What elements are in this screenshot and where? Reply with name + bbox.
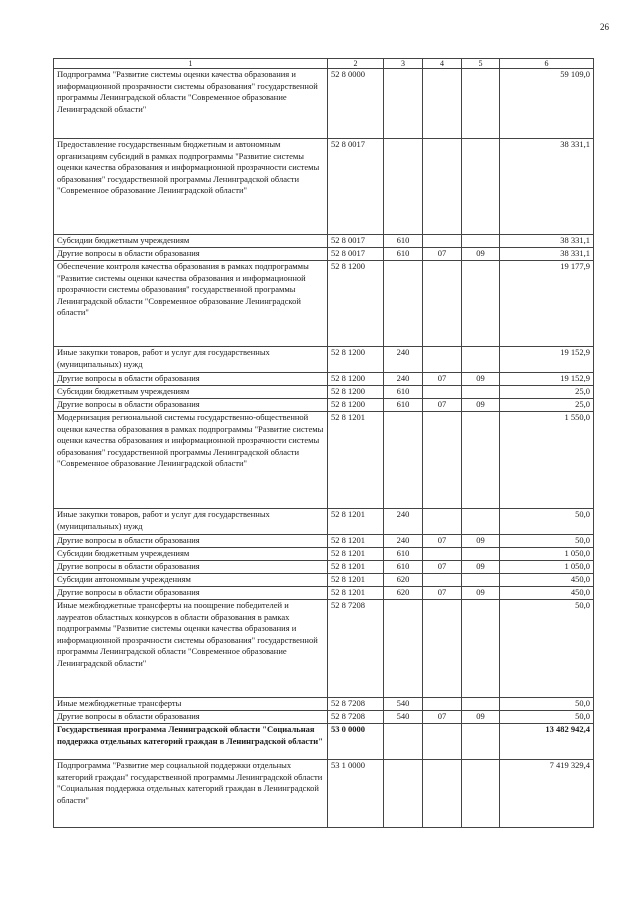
row-col3-cell: 610 [384, 399, 423, 412]
row-col3-cell: 240 [384, 373, 423, 386]
row-sum-cell: 38 331,1 [500, 248, 594, 261]
row-sum-cell: 7 419 329,4 [500, 760, 594, 828]
table-header-row [54, 59, 594, 69]
row-code-cell: 52 8 1200 [328, 261, 384, 347]
row-col5-cell: 09 [462, 535, 500, 548]
row-col3-cell: 610 [384, 561, 423, 574]
table-row [54, 548, 594, 561]
table-row [54, 347, 594, 373]
row-col4-cell [423, 574, 462, 587]
table-row [54, 698, 594, 711]
row-name-cell: Иные межбюджетные трансферты [54, 698, 328, 711]
row-code-cell: 52 8 1201 [328, 574, 384, 587]
table-row [54, 760, 594, 828]
row-col4-cell: 07 [423, 561, 462, 574]
row-col4-cell: 07 [423, 535, 462, 548]
table-row [54, 561, 594, 574]
header-cell: 6 [500, 59, 594, 69]
row-code-cell: 52 8 1200 [328, 373, 384, 386]
row-col5-cell [462, 139, 500, 235]
row-col4-cell: 07 [423, 399, 462, 412]
row-col4-cell [423, 69, 462, 139]
header-cell: 1 [54, 59, 328, 69]
row-code-cell: 52 8 0017 [328, 248, 384, 261]
row-code-cell: 52 8 0000 [328, 69, 384, 139]
table-row [54, 574, 594, 587]
row-name-cell: Субсидии бюджетным учреждениям [54, 386, 328, 399]
row-code-cell: 52 8 1201 [328, 509, 384, 535]
row-code-cell: 52 8 7208 [328, 600, 384, 698]
row-col4-cell: 07 [423, 373, 462, 386]
table-row [54, 235, 594, 248]
row-col4-cell [423, 235, 462, 248]
row-col3-cell: 240 [384, 535, 423, 548]
row-col3-cell: 240 [384, 347, 423, 373]
row-name-cell: Предоставление государственным бюджетным и автономным организациям субсидий в рамках подпрограммы "Развитие системы оценки качества образования и информационной прозрачности системы образования" государственной программы Ленинградской области "Современное образование Ленинградской области" [54, 139, 328, 235]
row-name-cell: Другие вопросы в области образования [54, 561, 328, 574]
row-code-cell: 52 8 0017 [328, 235, 384, 248]
row-code-cell: 52 8 1201 [328, 587, 384, 600]
row-col5-cell: 09 [462, 248, 500, 261]
table-row [54, 509, 594, 535]
row-name-cell: Модернизация региональной системы государственно-общественной оценки качества образования в рамках подпрограммы "Развитие системы оценки качества образования и информационной прозрачности системы образования" государственной программы Ленинградской области "Современное образование Ленинградской области" [54, 412, 328, 509]
row-col3-cell [384, 261, 423, 347]
row-name-cell: Иные закупки товаров, работ и услуг для государственных (муниципальных) нужд [54, 347, 328, 373]
row-col5-cell [462, 235, 500, 248]
budget-table [53, 58, 594, 828]
row-name-cell: Субсидии автономным учреждениям [54, 574, 328, 587]
row-col5-cell: 09 [462, 561, 500, 574]
row-code-cell: 52 8 1200 [328, 386, 384, 399]
row-name-cell: Другие вопросы в области образования [54, 373, 328, 386]
row-sum-cell: 59 109,0 [500, 69, 594, 139]
row-col5-cell: 09 [462, 373, 500, 386]
row-code-cell: 52 8 7208 [328, 711, 384, 724]
table-row [54, 373, 594, 386]
row-col4-cell [423, 600, 462, 698]
row-sum-cell: 13 482 942,4 [500, 724, 594, 760]
row-col3-cell [384, 412, 423, 509]
row-col3-cell: 610 [384, 386, 423, 399]
row-col4-cell [423, 261, 462, 347]
row-code-cell: 52 8 0017 [328, 139, 384, 235]
row-name-cell: Субсидии бюджетным учреждениям [54, 235, 328, 248]
row-col5-cell [462, 574, 500, 587]
row-col4-cell [423, 386, 462, 399]
table-row [54, 399, 594, 412]
row-code-cell: 52 8 1201 [328, 548, 384, 561]
row-col4-cell [423, 139, 462, 235]
row-code-cell: 53 1 0000 [328, 760, 384, 828]
row-col4-cell [423, 548, 462, 561]
row-name-cell: Государственная программа Ленинградской области "Социальная поддержка отдельных категорий граждан в Ленинградской области" [54, 724, 328, 760]
table-row [54, 248, 594, 261]
row-code-cell: 52 8 7208 [328, 698, 384, 711]
table-row [54, 386, 594, 399]
row-sum-cell: 38 331,1 [500, 139, 594, 235]
table-row [54, 261, 594, 347]
row-col5-cell: 09 [462, 711, 500, 724]
row-col5-cell: 09 [462, 399, 500, 412]
header-cell: 5 [462, 59, 500, 69]
row-col3-cell: 540 [384, 698, 423, 711]
row-sum-cell: 450,0 [500, 574, 594, 587]
row-col3-cell [384, 139, 423, 235]
row-code-cell: 52 8 1201 [328, 561, 384, 574]
row-sum-cell: 1 550,0 [500, 412, 594, 509]
row-col3-cell: 240 [384, 509, 423, 535]
row-sum-cell: 50,0 [500, 535, 594, 548]
row-col3-cell [384, 600, 423, 698]
row-sum-cell: 38 331,1 [500, 235, 594, 248]
row-sum-cell: 25,0 [500, 386, 594, 399]
row-col5-cell [462, 724, 500, 760]
table-row [54, 69, 594, 139]
row-sum-cell: 50,0 [500, 509, 594, 535]
row-col5-cell [462, 386, 500, 399]
table-row [54, 587, 594, 600]
header-cell: 2 [328, 59, 384, 69]
row-col5-cell [462, 412, 500, 509]
row-code-cell: 52 8 1200 [328, 399, 384, 412]
row-col4-cell [423, 347, 462, 373]
row-sum-cell: 19 177,9 [500, 261, 594, 347]
row-name-cell: Подпрограмма "Развитие мер социальной поддержки отдельных категорий граждан" государственной программы Ленинградской области "Социальная поддержка отдельных категорий граждан в Ленинградской области" [54, 760, 328, 828]
row-sum-cell: 50,0 [500, 711, 594, 724]
row-col4-cell [423, 760, 462, 828]
row-name-cell: Субсидии бюджетным учреждениям [54, 548, 328, 561]
row-col5-cell [462, 600, 500, 698]
row-name-cell: Другие вопросы в области образования [54, 248, 328, 261]
row-name-cell: Другие вопросы в области образования [54, 535, 328, 548]
table-row [54, 139, 594, 235]
row-col5-cell [462, 261, 500, 347]
row-col3-cell: 610 [384, 548, 423, 561]
row-col5-cell [462, 698, 500, 711]
row-col5-cell [462, 509, 500, 535]
row-sum-cell: 1 050,0 [500, 548, 594, 561]
row-col3-cell: 620 [384, 574, 423, 587]
row-name-cell: Другие вопросы в области образования [54, 587, 328, 600]
row-col5-cell [462, 760, 500, 828]
row-sum-cell: 19 152,9 [500, 347, 594, 373]
row-col4-cell: 07 [423, 248, 462, 261]
row-name-cell: Подпрограмма "Развитие системы оценки качества образования и информационной прозрачности системы образования" государственной программы Ленинградской области "Современное образование Ленинградской области" [54, 69, 328, 139]
row-col5-cell [462, 548, 500, 561]
table-row [54, 711, 594, 724]
row-code-cell: 52 8 1201 [328, 535, 384, 548]
row-col3-cell [384, 69, 423, 139]
row-code-cell: 53 0 0000 [328, 724, 384, 760]
row-sum-cell: 50,0 [500, 698, 594, 711]
row-sum-cell: 25,0 [500, 399, 594, 412]
row-col4-cell: 07 [423, 711, 462, 724]
row-sum-cell: 19 152,9 [500, 373, 594, 386]
page-number: 26 [600, 22, 609, 32]
row-col4-cell [423, 724, 462, 760]
row-col5-cell [462, 347, 500, 373]
row-col3-cell: 610 [384, 248, 423, 261]
table-row [54, 535, 594, 548]
row-col3-cell: 620 [384, 587, 423, 600]
row-sum-cell: 1 050,0 [500, 561, 594, 574]
header-cell: 4 [423, 59, 462, 69]
row-sum-cell: 450,0 [500, 587, 594, 600]
row-col4-cell [423, 509, 462, 535]
row-name-cell: Другие вопросы в области образования [54, 711, 328, 724]
row-col5-cell [462, 69, 500, 139]
header-cell: 3 [384, 59, 423, 69]
table-row [54, 724, 594, 760]
table-row [54, 600, 594, 698]
row-col3-cell [384, 760, 423, 828]
row-name-cell: Иные закупки товаров, работ и услуг для государственных (муниципальных) нужд [54, 509, 328, 535]
row-col5-cell: 09 [462, 587, 500, 600]
row-col4-cell [423, 412, 462, 509]
row-sum-cell: 50,0 [500, 600, 594, 698]
row-col3-cell [384, 724, 423, 760]
row-col4-cell: 07 [423, 587, 462, 600]
table-row [54, 412, 594, 509]
row-name-cell: Обеспечение контроля качества образования в рамках подпрограммы "Развитие системы оценки качества образования и информационной прозрачности системы образования" государственной программы Ленинградской области "Современное образование Ленинградской области" [54, 261, 328, 347]
row-col4-cell [423, 698, 462, 711]
row-col3-cell: 610 [384, 235, 423, 248]
row-name-cell: Другие вопросы в области образования [54, 399, 328, 412]
row-code-cell: 52 8 1200 [328, 347, 384, 373]
row-col3-cell: 540 [384, 711, 423, 724]
row-code-cell: 52 8 1201 [328, 412, 384, 509]
row-name-cell: Иные межбюджетные трансферты на поощрение победителей и лауреатов областных конкурсов в области образования в рамках подпрограммы "Развитие системы оценки качества образования и информационной прозрачности системы образования" государственной программы Ленинградской области "Современное образование Ленинградской области" [54, 600, 328, 698]
